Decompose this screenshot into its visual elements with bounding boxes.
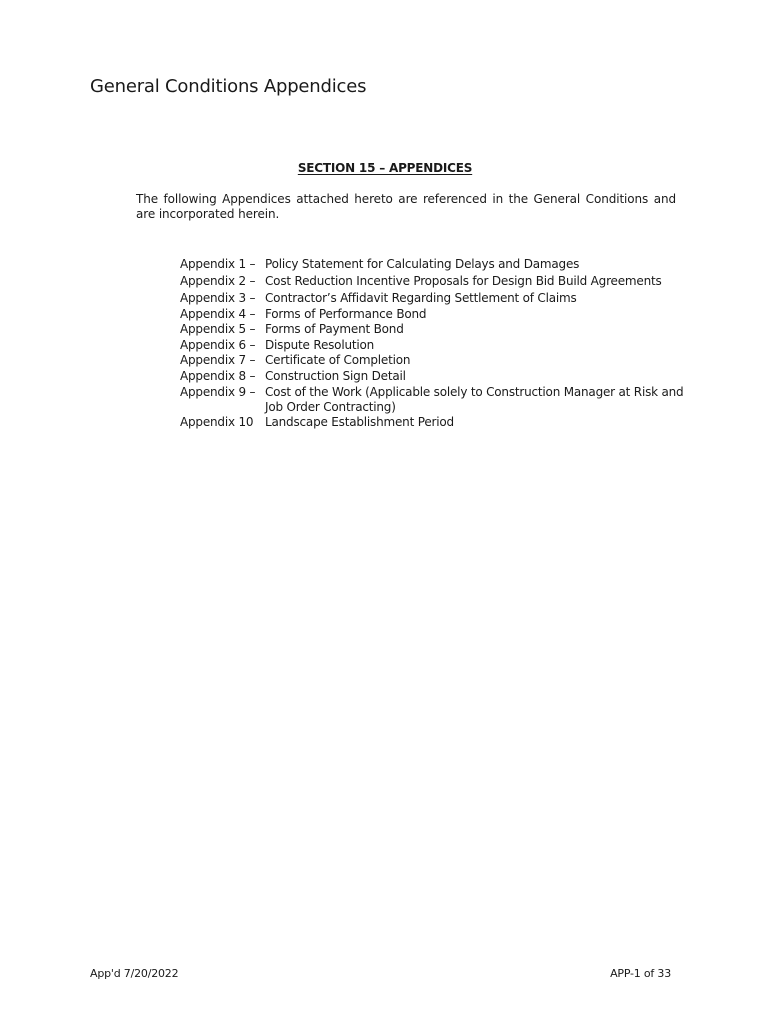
- appendix-description: Dispute Resolution: [265, 337, 375, 352]
- appendix-description: Contractor’s Affidavit Regarding Settlement of Claims: [265, 291, 577, 305]
- list-item: [180, 415, 700, 430]
- list-item: [180, 369, 700, 384]
- list-item: [180, 322, 700, 337]
- appendix-description: Forms of Performance Bond: [265, 306, 427, 321]
- footer-page-number: APP-1 of 33: [610, 967, 671, 980]
- appendix-description: Cost of the Work (Applicable solely to Construction Manager at Risk and Job Order Contracting): [265, 384, 684, 414]
- appendix-number: Appendix 5 –: [180, 322, 256, 337]
- appendix-number: Appendix 6 –: [180, 337, 256, 352]
- appendix-description: Forms of Payment Bond: [265, 322, 404, 337]
- footer-approval-date: App'd 7/20/2022: [90, 967, 179, 980]
- appendix-number: Appendix 7 –: [180, 353, 256, 368]
- list-item: [180, 257, 700, 272]
- appendix-number: Appendix 4 –: [180, 306, 256, 321]
- appendix-number: Appendix 8 –: [180, 368, 256, 383]
- appendix-number: Appendix 3 –: [180, 291, 256, 305]
- appendix-description: Construction Sign Detail: [265, 368, 406, 383]
- appendix-number: Appendix 1 –: [180, 257, 256, 271]
- appendix-list: [180, 257, 700, 431]
- page-title: General Conditions Appendices: [90, 76, 367, 97]
- appendix-description: Landscape Establishment Period: [265, 415, 454, 430]
- list-item: [180, 291, 700, 306]
- appendix-number: Appendix 9 –: [180, 384, 256, 399]
- appendix-description: Certificate of Completion: [265, 353, 411, 368]
- intro-paragraph: The following Appendices attached hereto are referenced in the General Conditions and are incorporated herein.: [136, 192, 676, 221]
- list-item: [180, 338, 700, 353]
- appendix-number: Appendix 2 –: [180, 274, 256, 288]
- list-item: [180, 274, 700, 289]
- list-item: [180, 307, 700, 322]
- appendix-number: Appendix 10: [180, 415, 254, 430]
- list-item: [180, 353, 700, 368]
- section-heading: SECTION 15 – APPENDICES: [297, 161, 473, 175]
- list-item: [180, 385, 700, 415]
- appendix-description: Cost Reduction Incentive Proposals for Design Bid Build Agreements: [265, 274, 662, 288]
- appendix-description: Policy Statement for Calculating Delays and Damages: [265, 257, 580, 271]
